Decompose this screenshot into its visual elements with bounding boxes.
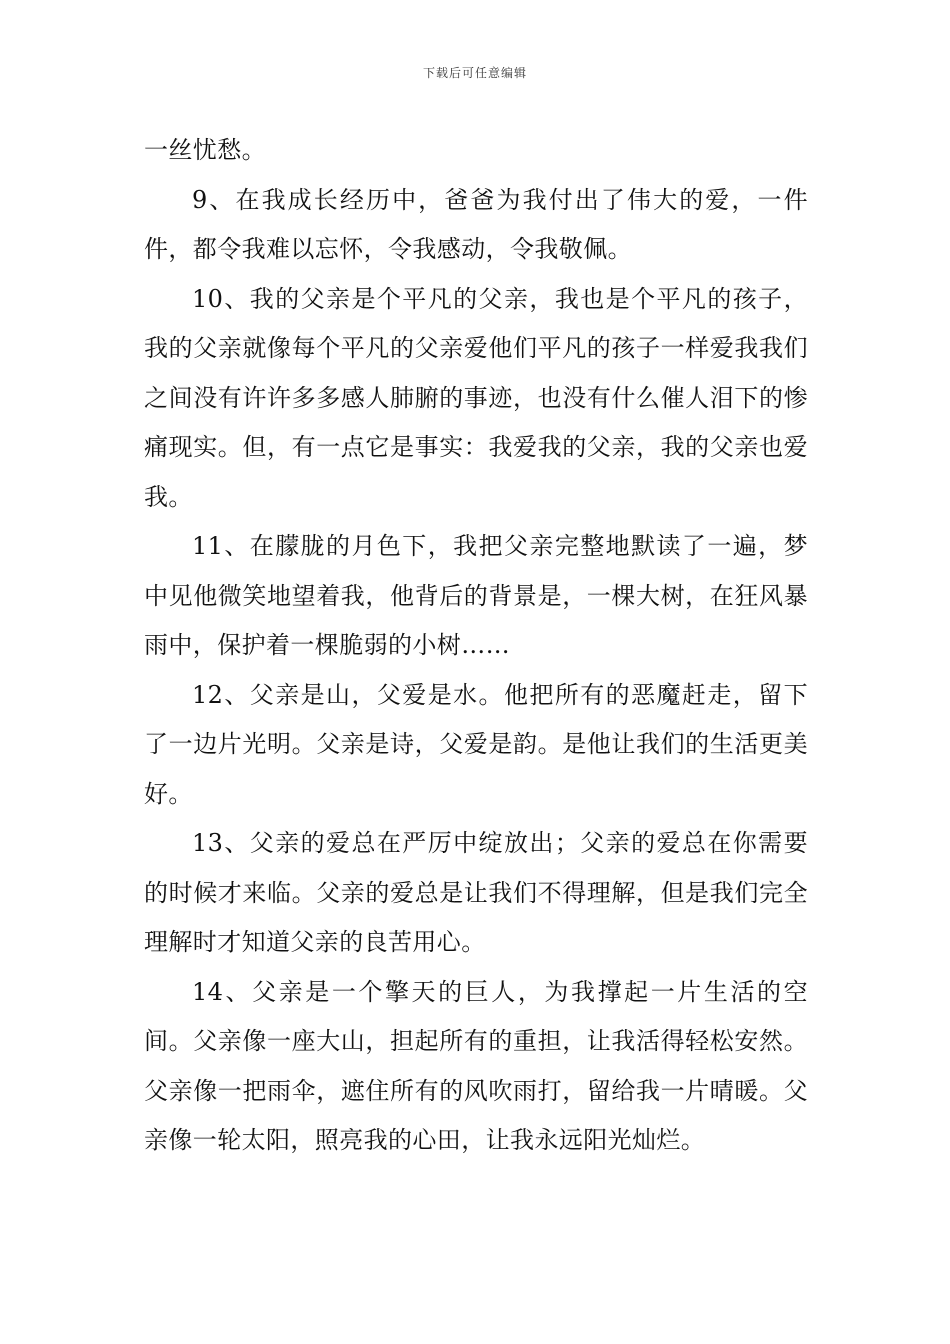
paragraph-12: 12、父亲是山，父爱是水。他把所有的恶魔赶走，留下了一边片光明。父亲是诗，父爱是韵。是他让我们的生活更美好。 [144, 680, 808, 808]
paragraph-14: 14、父亲是一个擎天的巨人，为我撑起一片生活的空间。父亲像一座大山，担起所有的重担，让我活得轻松安然。父亲像一把雨伞，遮住所有的风吹雨打，留给我一片晴暖。父亲像一轮太阳，照亮我的心田，让我永远阳光灿烂。 [144, 977, 808, 1154]
paragraph-continuation: 一丝忧愁。 [144, 136, 266, 164]
paragraph-9: 9、在我成长经历中，爸爸为我付出了伟大的爱，一件件，都令我难以忘怀，令我感动，令我敬佩。 [144, 185, 808, 263]
paragraph-10: 10、我的父亲是个平凡的父亲，我也是个平凡的孩子，我的父亲就像每个平凡的父亲爱他们平凡的孩子一样爱我我们之间没有许许多多感人肺腑的事迹，也没有什么催人泪下的惨痛现实。但，有一点它是事实：我爱我的父亲，我的父亲也爱我。 [144, 284, 808, 511]
paragraph-11: 11、在朦胧的月色下，我把父亲完整地默读了一遍，梦中见他微笑地望着我，他背后的背景是，一棵大树，在狂风暴雨中，保护着一棵脆弱的小树…… [144, 532, 808, 659]
paragraph-13: 13、父亲的爱总在严厉中绽放出；父亲的爱总在你需要的时候才来临。父亲的爱总是让我们不得理解，但是我们完全理解时才知道父亲的良苦用心。 [144, 829, 808, 956]
document-body [144, 126, 808, 1166]
page-header: 下载后可任意编辑 [422, 66, 527, 80]
